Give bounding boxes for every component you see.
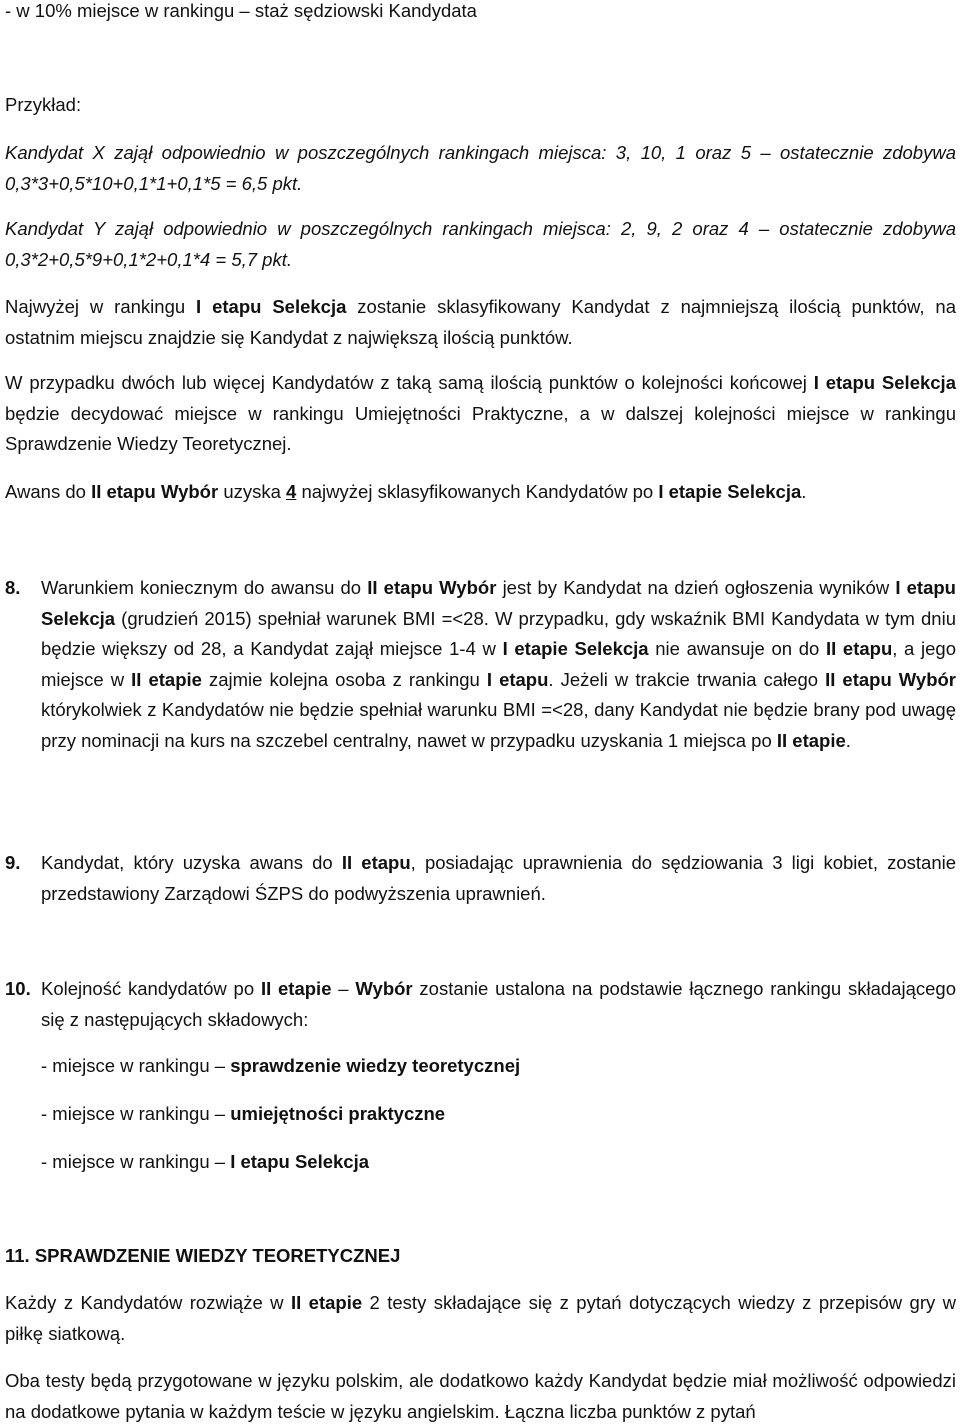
section-9-text: Kandydat, który uzyska awans do II etapu, posiadając uprawnienia do sędziowania 3 ligi kobiet, zostanie przedstawiony Zarządowi ŚZPS do podwyższenia uprawnień. [41, 852, 957, 904]
ranking-paragraph: Najwyżej w rankingu I etapu Selekcja zostanie sklasyfikowany Kandydat z najmniejszą ilością punktów, na ostatnim miejscu znajdzie się Kandydat z największą ilością punktów. [5, 296, 956, 348]
example-heading: Przykład: [5, 94, 82, 115]
section-11-paragraph-2: Oba testy będą przygotowane w języku polskim, ale dodatkowo każdy Kandydat będzie miał możliwość odpowiedzi na dodatkowe pytania w każdym teście w języku angielskim. Łączna liczba punktów z pytań [5, 1370, 956, 1422]
list-item: - miejsce w rankingu – I etapu Selekcja [41, 1151, 370, 1172]
section-10-text: Kolejność kandydatów po II etapie – Wybór zostanie ustalona na podstawie łącznego rankingu składającego się z następujących składowych: [41, 978, 956, 1030]
advance-paragraph: Awans do II etapu Wybór uzyska 4 najwyżej sklasyfikowanych Kandydatów po I etapie Selekcja. [5, 481, 807, 502]
section-9-number: 9. [5, 852, 21, 873]
section-8-number: 8. [5, 577, 21, 598]
section-8-text: Warunkiem koniecznym do awansu do II etapu Wybór jest by Kandydat na dzień ogłoszenia wyników I etapu Selekcja (grudzień 2015) spełniał warunek BMI =<28. W przypadku, gdy wskaźnik BMI Kandydata w tym dniu będzie większy od 28, a Kandydat zajął miejsce 1-4 w I etapie Selekcja nie awansuje on do II etapu, a jego miejsce w II etapie zajmie kolejna osoba z rankingu I etapu. Jeżeli w trakcie trwania całego II etapu Wybór którykolwiek z Kandydatów nie będzie spełniał warunku BMI =<28, dany Kandydat nie będzie brany pod uwagę przy nominacji na kurs na szczebel centralny, nawet w przypadku uzyskania 1 miejsca po II etapie. [41, 577, 957, 751]
section-10-number: 10. [5, 978, 31, 999]
section-11-heading: 11. SPRAWDZENIE WIEDZY TEORETYCZNEJ [5, 1245, 401, 1266]
top-line: - w 10% miejsce w rankingu – staż sędziowski Kandydata [5, 0, 477, 21]
list-item: - miejsce w rankingu – sprawdzenie wiedzy teoretycznej [41, 1055, 521, 1076]
tie-paragraph: W przypadku dwóch lub więcej Kandydatów z taką samą ilością punktów o kolejności końcowej I etapu Selekcja będzie decydować miejsce w rankingu Umiejętności Praktyczne, a w dalszej kolejności miejsce w rankingu Sprawdzenie Wiedzy Teoretycznej. [5, 372, 956, 454]
section-11-paragraph-1: Każdy z Kandydatów rozwiąże w II etapie 2 testy składające się z pytań dotyczących wiedzy z przepisów gry w piłkę siatkową. [5, 1292, 957, 1344]
list-item: - miejsce w rankingu – umiejętności praktyczne [41, 1103, 446, 1124]
example-candidate-x: Kandydat X zajął odpowiednio w poszczególnych rankingach miejsca: 3, 10, 1 oraz 5 – ostatecznie zdobywa 0,3*3+0,5*10+0,1*1+0,1*5 = 6,5 pkt. [5, 142, 956, 194]
example-candidate-y: Kandydat Y zajął odpowiednio w poszczególnych rankingach miejsca: 2, 9, 2 oraz 4 – ostatecznie zdobywa 0,3*2+0,5*9+0,1*2+0,1*4 = 5,7 pkt. [5, 218, 956, 270]
